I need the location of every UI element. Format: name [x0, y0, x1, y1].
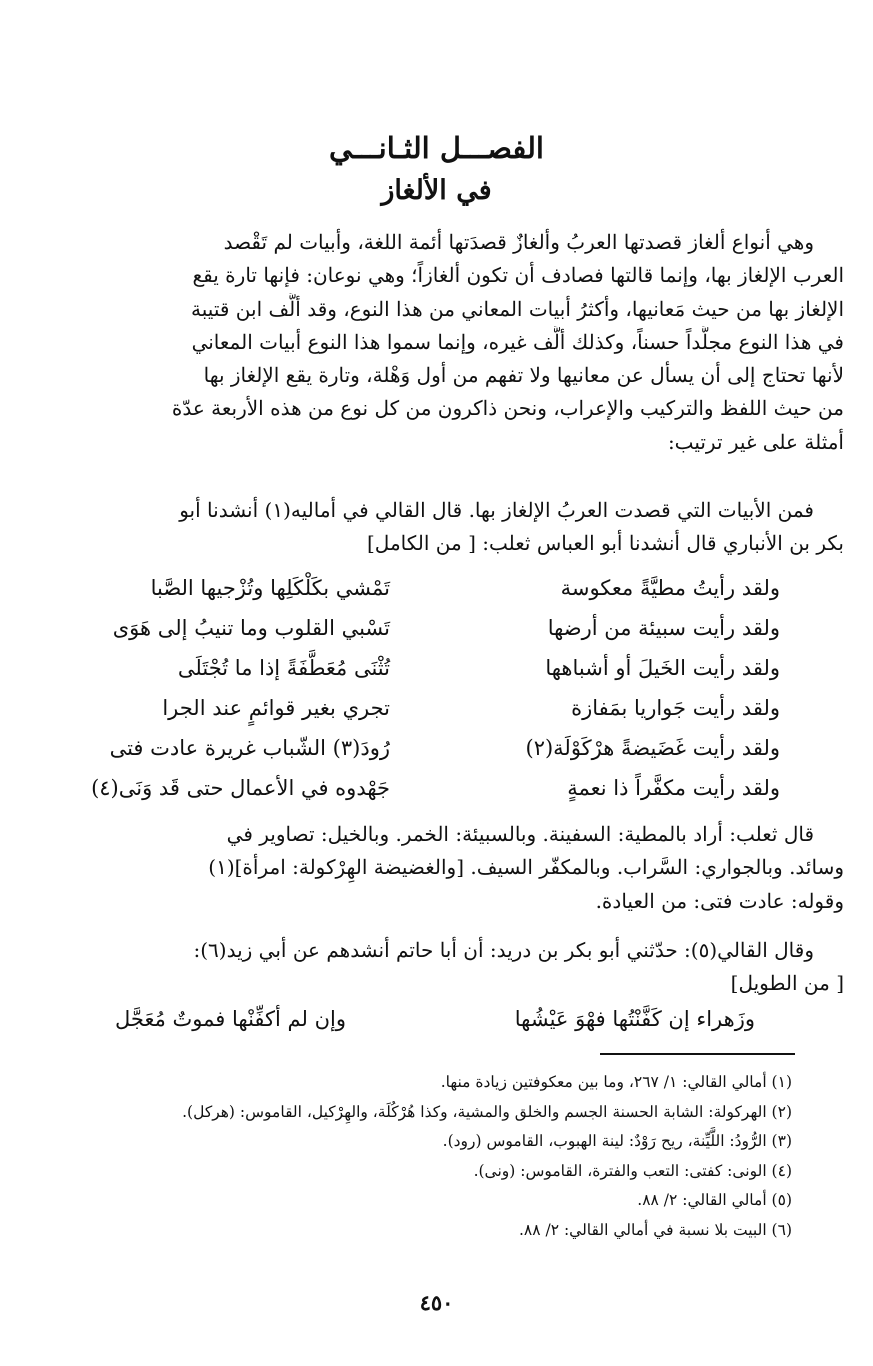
closing-verse [115, 1007, 755, 1047]
quotation-intro-paragraph [28, 494, 844, 561]
intro-line: أمثلة على غير ترتيب: [667, 429, 844, 454]
verse-first-hemistich: ولقد رأيت الخَيلَ أو أشباهها [545, 656, 780, 680]
verse-second-hemistich: وإن لم أكفِّنْها فموتٌ مُعَجَّل [115, 1007, 346, 1031]
intro-line: وهي أنواع ألغاز قصدتها العربُ وألغازٌ قصدَتها أئمة اللغة، وأبيات لم تَقْصد [223, 230, 814, 254]
verse-row [60, 656, 780, 696]
verse-row [60, 736, 780, 776]
footnote: (٣) الرُّودُ: اللَّيِّنة، ريح رَوْدٌ: لينة الهبوب، القاموس (رود). [442, 1132, 792, 1150]
verse-first-hemistich: ولقد رأيت مكفَّراً ذا نعمةٍ [567, 776, 780, 800]
verse-row [60, 776, 780, 816]
intro-paragraph [28, 226, 844, 459]
intro-line: من حيث اللفظ والتركيب والإعراب، ونحن ذاكرون من كل نوع من هذه الأربعة عدّة [171, 396, 844, 421]
footnote: (٦) البيت بلا نسبة في أمالي القالي: ٢/ ٨٨. [518, 1220, 792, 1239]
footnote: (٢) الهركولة: الشابة الحسنة الجسم والخلق والمشية، وكذا هُرْكُلَة، والهِرْكيل، القاموس: (هركل). [182, 1102, 792, 1121]
verse-second-hemistich: رُودَ(٣) الشّباب غريرة عادت فتى [109, 736, 390, 760]
paragraph-line: وسائد. وبالجواري: السَّراب. وبالمكفّر السيف. [والغضيضة الهِرْكولة: امرأة](١) [208, 855, 844, 880]
verse-second-hemistich: تجري بغير قوائمٍ عند الجرا [162, 696, 390, 720]
paragraph-line: بكر بن الأنباري قال أنشدنا أبو العباس ثعلب: [ من الكامل] [367, 531, 844, 556]
commentary-paragraph [28, 818, 844, 918]
paragraph-line: قال ثعلب: أراد بالمطية: السفينة. وبالسبيئة: الخمر. وبالخيل: تصاوير في [226, 822, 814, 846]
verse-first-hemistich: ولقد رأيتُ مطيَّةً معكوسة [560, 576, 780, 600]
verse-first-hemistich: ولقد رأيت سبيئة من أرضها [547, 616, 780, 640]
verse-second-hemistich: تَسْبي القلوب وما تنيبُ إلى هَوَى [112, 616, 390, 640]
verse-second-hemistich: تُثْنَى مُعَطَّفَةً إذا ما تُجْتَلَى [177, 656, 390, 680]
footnotes [60, 1068, 792, 1245]
intro-line: في هذا النوع مجلَّداً حسناً، وكذلك ألَّف غيره، وإنما سموا هذا النوع أبيات المعاني [191, 329, 844, 354]
verse-row [60, 616, 780, 656]
paragraph-line: وقوله: عادت فتى: من العيادة. [595, 888, 844, 913]
intro-line: الإلغاز بها من حيث مَعانيها، وأكثرُ أبيات المعاني من هذا النوع، وقد ألَّف ابن قتيبة [191, 296, 844, 321]
chapter-subtitle: في الألغاز [381, 175, 492, 206]
verse-first-hemistich: ولقد رأيت غَضَيضةً هرْكَوْلَة(٢) [525, 736, 780, 760]
intro-line: لأنها تحتاج إلى أن يسأل عن معانيها ولا تفهم من أول وَهْلة، وتارة يقع الإلغاز بها [203, 363, 844, 388]
footnote: (٤) الونى: كفتى: التعب والفترة، القاموس: (ونى). [473, 1161, 792, 1180]
chapter-title: الفصـــل الثـانـــي [329, 131, 544, 165]
intro-line: العرب الإلغاز بها، وإنما قالتها فصادف أن تكون ألغازاً؛ وهي نوعان: فإنها تارة يقع [192, 263, 844, 288]
verse-first-hemistich: وزَهراء إن كَفَّنْتُها فهْوَ عَيْشُها [514, 1007, 755, 1031]
verse-row [60, 576, 780, 616]
verse-first-hemistich: ولقد رأيت جَواريا بمَفازة [571, 696, 780, 720]
verse-second-hemistich: تَمْشي بكَلْكَلِها وتُزْجيها الصَّبا [150, 576, 390, 600]
footnote-divider [600, 1053, 795, 1055]
paragraph-line: [ من الطويل] [730, 971, 844, 996]
paragraph-line: وقال القالي(٥): حدّثني أبو بكر بن دريد: أن أبا حاتم أنشدهم عن أبي زيد(٦): [193, 938, 814, 962]
page-number: ٤٥٠ [419, 1290, 454, 1315]
second-quotation-paragraph [28, 934, 844, 1001]
paragraph-line: فمن الأبيات التي قصدت العربُ الإلغاز بها. قال القالي في أماليه(١) أنشدنا أبو [179, 498, 814, 522]
footnote: (١) أمالي القالي: ١/ ٢٦٧، وما بين معكوفتين زيادة منها. [440, 1073, 792, 1091]
footnote: (٥) أمالي القالي: ٢/ ٨٨. [637, 1191, 792, 1209]
verse-second-hemistich: جَهْدوه في الأعمال حتى قَد وَنَى(٤) [91, 776, 390, 800]
verse-row [60, 696, 780, 736]
poem-verses [60, 576, 780, 816]
